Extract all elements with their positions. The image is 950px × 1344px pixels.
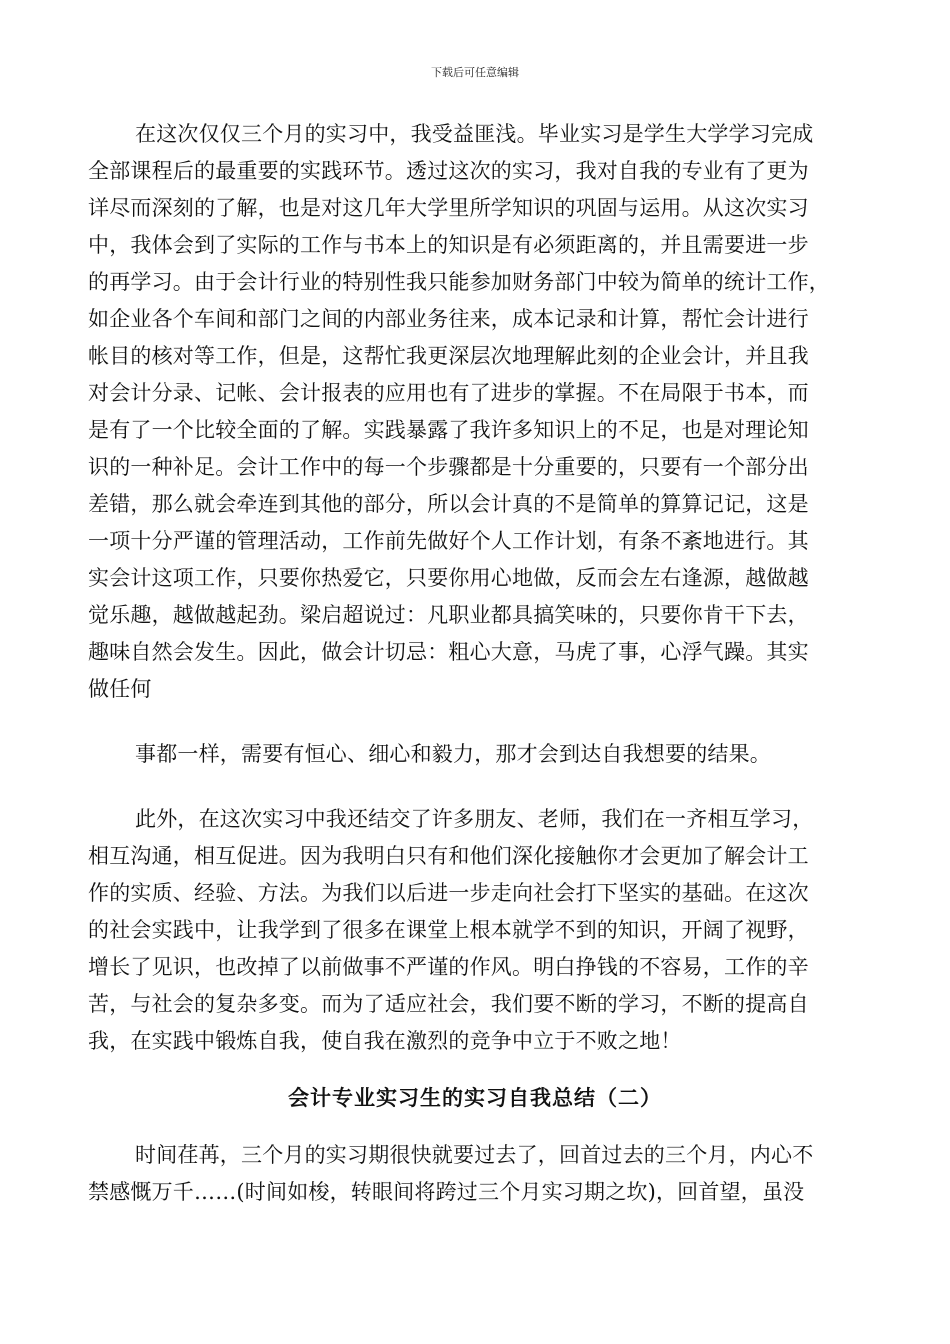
- paragraph-1-line-1: 在这次仅仅三个月的实习中，我受益匪浅。毕业实习是学生大学学习完成: [135, 122, 814, 146]
- paragraph-1-line-9: 是有了一个比较全面的了解。实践暴露了我许多知识上的不足，也是对理论知: [88, 418, 809, 442]
- paragraph-3-line-7: 我，在实践中锻炼自我，使自我在激烈的竞争中立于不败之地！: [88, 1029, 682, 1053]
- paragraph-3-line-1: 此外，在这次实习中我还结交了许多朋友、老师，我们在一齐相互学习，: [135, 807, 814, 831]
- paragraph-2-line-1: 事都一样，需要有恒心、细心和毅力，那才会到达自我想要的结果。: [135, 742, 771, 766]
- paragraph-3-line-5: 增长了见识，也改掉了以前做事不严谨的作风。明白挣钱的不容易，工作的辛: [88, 955, 809, 979]
- paragraph-3-line-2: 相互沟通，相互促进。因为我明白只有和他们深化接触你才会更加了解会计工: [88, 844, 809, 868]
- paragraph-3-line-4: 的社会实践中，让我学到了很多在课堂上根本就学不到的知识，开阔了视野，: [88, 918, 809, 942]
- paragraph-1-line-11: 差错，那么就会牵连到其他的部分，所以会计真的不是简单的算算记记，这是: [88, 492, 809, 516]
- page-header: 下载后可任意编辑: [431, 66, 519, 79]
- paragraph-1-line-16: 做任何: [88, 677, 152, 701]
- paragraph-1-line-4: 中，我体会到了实际的工作与书本上的知识是有必须距离的，并且需要进一步: [88, 233, 809, 257]
- paragraph-1-line-7: 帐目的核对等工作，但是，这帮忙我更深层次地理解此刻的企业会计，并且我: [88, 344, 809, 368]
- section-title: 会计专业实习生的实习自我总结（二）: [288, 1086, 662, 1110]
- paragraph-1-line-3: 详尽而深刻的了解，也是对这几年大学里所学知识的巩固与运用。从这次实习: [88, 196, 809, 220]
- paragraph-1-line-5: 的再学习。由于会计行业的特别性我只能参加财务部门中较为简单的统计工作，: [88, 270, 830, 294]
- paragraph-3-line-3: 作的实质、经验、方法。为我们以后进一步走向社会打下坚实的基础。在这次: [88, 881, 809, 905]
- paragraph-1-line-15: 趣味自然会发生。因此，做会计切忌：粗心大意，马虎了事，心浮气躁。其实: [88, 640, 809, 664]
- paragraph-1-line-8: 对会计分录、记帐、会计报表的应用也有了进步的掌握。不在局限于书本，而: [88, 381, 809, 405]
- paragraph-1-line-2: 全部课程后的最重要的实践环节。透过这次的实习，我对自我的专业有了更为: [88, 159, 809, 183]
- paragraph-4-line-1: 时间荏苒，三个月的实习期很快就要过去了，回首过去的三个月，内心不: [135, 1143, 814, 1167]
- paragraph-1-line-10: 识的一种补足。会计工作中的每一个步骤都是十分重要的，只要有一个部分出: [88, 455, 809, 479]
- paragraph-1-line-14: 觉乐趣，越做越起劲。梁启超说过：凡职业都具搞笑味的，只要你肯干下去，: [88, 603, 809, 627]
- paragraph-1-line-13: 实会计这项工作，只要你热爱它，只要你用心地做，反而会左右逢源，越做越: [88, 566, 809, 590]
- paragraph-3-line-6: 苦，与社会的复杂多变。而为了适应社会，我们要不断的学习，不断的提高自: [88, 992, 809, 1016]
- paragraph-1-line-6: 如企业各个车间和部门之间的内部业务往来，成本记录和计算，帮忙会计进行: [88, 307, 809, 331]
- paragraph-1-line-12: 一项十分严谨的管理活动，工作前先做好个人工作计划，有条不紊地进行。其: [88, 529, 809, 553]
- paragraph-4-line-2: 禁感慨万千……(时间如梭，转眼间将跨过三个月实习期之坎)，回首望，虽没: [88, 1180, 805, 1204]
